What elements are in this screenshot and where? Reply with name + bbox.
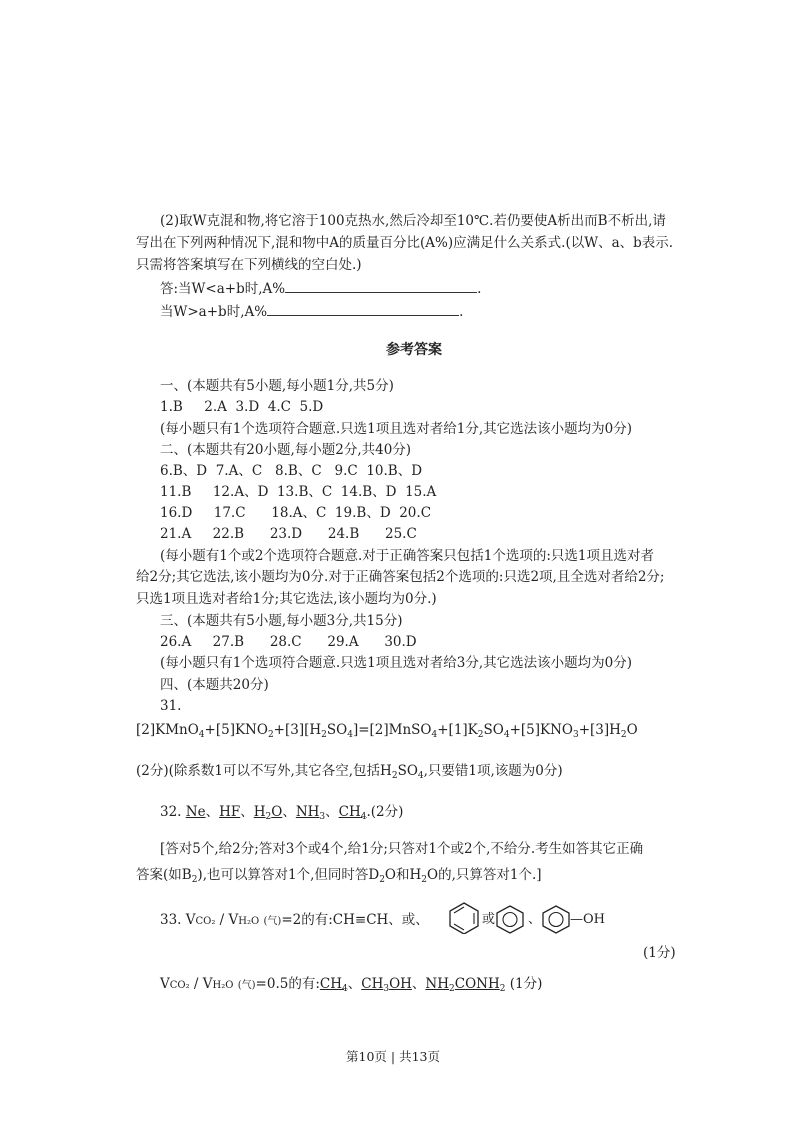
q2-answer-row-2 [160,302,463,321]
answer-blank-1[interactable] [285,279,477,293]
ratio-slash: / V [215,912,239,928]
formula-sub: 4 [360,812,367,822]
answer-hf: HF [219,804,241,820]
eq-part: +[5]KNO [509,722,573,738]
formula-part: CH [361,976,384,992]
period: . [477,281,482,297]
eq-part: SO [483,722,504,738]
q2-line2: 写出在下列两种情况下,混和物中A的质量百分比(A%)应满足什么关系式.(以W、a、b表示. [136,235,674,251]
sec2-row: 11.B 12.A、D 13.B、C 14.B、D 15.A [160,484,437,500]
q31-note [136,762,563,785]
eq-sub: 4 [503,730,510,740]
q31-equation [136,721,638,744]
phenol-icon [543,906,569,933]
note-sub: 2 [191,875,198,885]
formula-part: OH [389,976,412,992]
note-part: ,只要错1项,该题为0分) [423,763,563,779]
formula-part: NH [295,804,320,820]
separator: 、 [325,804,339,820]
eq-part: +[1]K [437,722,478,738]
hydroxyl-text: —OH [570,912,605,927]
eq-sub: 4 [198,730,205,740]
q33-eq2-text: =2的有:CH≡CH、或、 [281,912,429,928]
note-part: SO [397,763,418,779]
page-footer: 第10页 | 共13页 [346,1049,440,1064]
benzene-kekule-icon [450,903,478,934]
answer-nh3 [296,804,325,820]
sec2-row: 16.D 17.C 18.A、C 19.B、D 20.C [160,505,432,521]
ratio-slash: / V [189,976,213,992]
note-sub: 2 [379,875,385,885]
eq-sub: 2 [321,730,327,740]
answer-blank-2[interactable] [267,302,459,316]
formula-part: CONH [454,976,500,992]
eq-sub: 2 [477,730,484,740]
formula-sub: 3 [319,812,326,822]
eq-sub: 4 [431,730,438,740]
note-sub: 4 [417,771,424,781]
q33-eq05-text: =0.5的有: [255,976,320,992]
sec3-note: (每小题只有1个选项符合题意.只选1项且选对者给3分,其它选法该小题均为0分) [160,655,632,671]
co2-sub: CO₂ [195,916,216,927]
sec2-title: 二、(本题共有20小题,每小题2分,共40分) [160,442,412,458]
formula-part: CH [319,976,342,992]
eq-sub: 2 [620,730,627,740]
eq-part: SO [326,722,348,738]
period: . [459,304,464,320]
q31-number: 31. [160,698,182,714]
sec3-row: 26.A 27.B 28.C 29.A 30.D [160,634,417,650]
separator: 、 [240,804,254,820]
answer-ch4 [320,976,348,992]
sec2-note-1: (每小题有1个或2个选项符合题意.对于正确答案只包括1个选项的:只选1项且选对者 [160,548,654,564]
sec2-row: 6.B、D 7.A、C 8.B、C 9.C 10.B、D [160,463,423,479]
eq-sub: 3 [572,730,579,740]
answer-h2o [254,804,283,820]
volume-symbol: V [185,912,196,928]
q33-score-1: (1分) [643,945,676,961]
answer-urea [425,976,505,992]
note-part: O的,只算答对1个.] [427,867,542,883]
answer-ne: Ne [185,804,206,820]
note-part: (2分)(除系数1可以不写外,其它各空,包括H [136,763,392,779]
eq-part: +[3]H [578,722,621,738]
q33-line-1 [160,911,429,931]
answer-ch3oh [361,976,412,992]
formula-sub: 2 [449,984,455,994]
q32-number: 32. [160,804,182,820]
note-sub: 2 [421,875,427,885]
eq-part: [2]KMnO [136,722,199,738]
separator: 、 [411,976,426,992]
q33-score-2: (1分) [509,976,543,992]
note-part: ),也可以算答对1个,但同时答D [197,867,380,883]
q32-note-1: [答对5个,给2分;答对3个或4个,给1分;只答对1个或2个,不给分.考生如答其它正确 [160,841,644,857]
sec3-title: 三、(本题共有5小题,每小题3分,共15分) [160,613,403,629]
eq-part: +[3][H [273,722,322,738]
q2-answer-label-1: 答:当W<a+b时,A% [160,281,286,297]
q2-answer-label-2: 当W>a+b时,A% [160,304,268,320]
gas-note: (气) [237,980,256,991]
q2-line3: 只需将答案填写在下列横线的空白处.) [136,257,362,273]
benzene-structures [444,900,624,934]
h2o-sub: H₂O [238,916,260,927]
q2-answer-row-1 [160,279,481,298]
separator: 、 [347,976,362,992]
q33-number: 33. [160,912,182,928]
formula-part: O [271,804,283,820]
note-sub: 2 [391,771,398,781]
formula-sub: 3 [383,984,390,994]
sec2-note-3: 只选1项且选对者给1分;其它选法,该小题均为0分.) [136,591,437,607]
sec4-title: 四、(本题共20分) [160,677,269,693]
eq-part: O [626,722,638,738]
gas-note: (气) [263,916,282,927]
volume-symbol: V [160,976,170,992]
or-text: 或 [482,912,496,927]
co2-sub: CO₂ [169,980,190,991]
formula-part: CH [338,804,361,820]
score: .(2分) [366,804,404,820]
sec1-row: 1.B 2.A 3.D 4.C 5.D [160,399,324,415]
separator: 、 [282,804,296,820]
q32-note-2 [136,866,542,889]
formula-part: H [253,804,266,820]
q33-line-2 [160,975,542,998]
formula-part: NH [425,976,450,992]
eq-sub: 4 [347,730,353,740]
sec1-note: (每小题只有1个选项符合题意.只选1项且选对者给1分,其它选法该小题均为0分) [160,421,632,437]
eq-part: +[5]KNO [204,722,268,738]
h2o-sub: H₂O [212,980,234,991]
formula-sub: 4 [342,984,348,994]
answer-ch4 [339,804,367,820]
sec2-row: 21.A 22.B 23.D 24.B 25.C [160,526,417,542]
formula-sub: 2 [265,812,272,822]
formula-sub: 2 [499,984,506,994]
q32 [160,803,403,826]
separator: 、 [528,912,542,927]
note-part: O和H [384,867,422,883]
eq-part: ]=[2]MnSO [352,722,432,738]
sec1-title: 一、(本题共有5小题,每小题1分,共5分) [160,378,394,394]
note-part: 答案(如B [136,867,192,883]
answers-title: 参考答案 [386,342,442,358]
separator: 、 [205,804,220,820]
benzene-circle-icon [497,906,523,933]
eq-sub: 2 [267,730,274,740]
q2-line1: (2)取W克混和物,将它溶于100克热水,然后冷却至10℃.若仍要使A析出而B不析出,请 [160,213,666,229]
sec2-note-2: 给2分;其它选法,该小题均为0分.对于正确答案包括2个选项的:只选2项,且全选对者给2分; [136,569,665,585]
